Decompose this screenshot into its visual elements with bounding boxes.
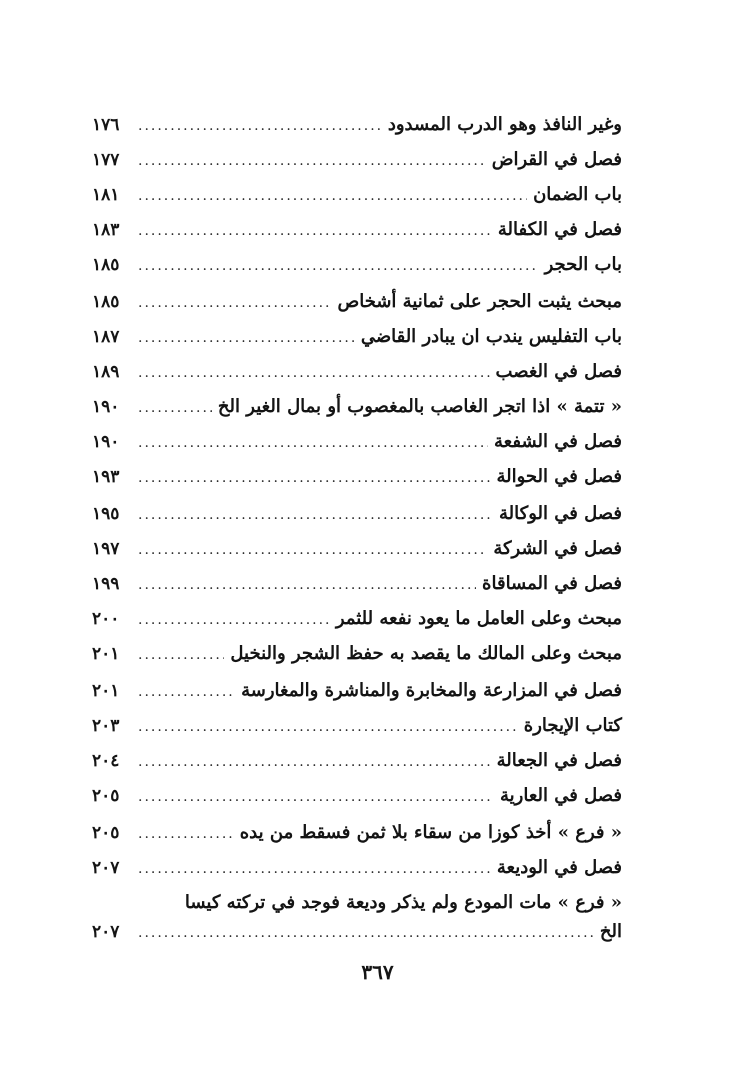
toc-entry-title: مبحث وعلى العامل ما يعود نفعه للثمر <box>335 608 622 629</box>
leader-dots <box>132 817 234 851</box>
leader-dots <box>132 109 382 143</box>
toc-entry <box>92 320 622 354</box>
leader-dots <box>132 391 212 425</box>
leader-dots <box>132 144 486 178</box>
leader-dots <box>132 461 490 495</box>
toc-entry-title: فصل في الشركة <box>493 538 622 559</box>
toc-entry <box>92 497 622 531</box>
toc-entry <box>92 248 622 282</box>
toc-entry <box>92 567 622 601</box>
leader-dots <box>132 603 330 637</box>
leader-dots <box>132 179 527 213</box>
toc-entry-title: فصل في الكفالة <box>497 219 622 240</box>
leader-dots <box>132 249 539 283</box>
page-number: ٣٦٧ <box>361 960 394 984</box>
leader-dots <box>132 852 491 886</box>
toc-entry-title: فصل في الحوالة <box>496 466 622 487</box>
leader-dots <box>132 745 491 779</box>
toc-entry-page: ٢٠٣ <box>92 716 120 736</box>
leader-dots <box>132 286 331 320</box>
toc-entry <box>92 143 622 177</box>
leader-dots <box>132 638 224 672</box>
toc-entry-title: فصل في القراض <box>491 149 622 170</box>
toc-entry-page: ١٩٩ <box>92 574 120 594</box>
toc-entry-title: « تتمة » اذا اتجر الغاصب بالمغصوب أو بمال الغير الخ <box>217 396 622 417</box>
toc-entry-page: ١٨٧ <box>92 327 120 347</box>
toc-entry-page: ٢٠١ <box>92 644 120 664</box>
toc-entry <box>92 637 622 671</box>
toc-entry <box>92 816 622 850</box>
toc-entry-page: ٢٠٧ <box>92 922 120 942</box>
toc-entry-title: فصل في الوكالة <box>499 503 622 524</box>
toc-entry-page: ٢٠٥ <box>92 786 120 806</box>
leader-dots <box>132 780 494 814</box>
toc-entry-title: وغير النافذ وهو الدرب المسدود <box>387 114 622 135</box>
toc-entry <box>92 425 622 459</box>
toc-entry-title: فصل في الشفعة <box>494 431 622 452</box>
leader-dots <box>132 675 235 709</box>
leader-dots <box>132 426 488 460</box>
toc-entry-title: فصل في المساقاة <box>482 573 622 594</box>
leader-dots <box>132 710 518 744</box>
toc-entry <box>92 532 622 566</box>
toc-entry-title: مبحث يثبت الحجر على ثمانية أشخاص <box>337 291 622 312</box>
toc-entry-page: ١٧٦ <box>92 115 120 135</box>
toc-entry-page: ٢٠٠ <box>92 609 120 629</box>
toc-entry-page: ١٨٥ <box>92 255 120 275</box>
toc-entry-page: ٢٠٤ <box>92 751 120 771</box>
toc-entry-title: فصل في العارية <box>500 785 622 806</box>
toc-entry-title-line-2: الخ <box>599 921 622 942</box>
toc-entry-page: ١٩٠ <box>92 432 120 452</box>
toc-entry-page: ١٨١ <box>92 185 120 205</box>
toc-entry <box>92 390 622 424</box>
leader-dots <box>132 533 487 567</box>
leader-dots <box>132 321 355 355</box>
toc-entry <box>92 744 622 778</box>
toc-entry-title: مبحث وعلى المالك ما يقصد به حفظ الشجر والنخيل <box>230 643 622 664</box>
toc-entry-page: ١٨٣ <box>92 220 120 240</box>
toc-entry-title: باب الضمان <box>533 184 622 205</box>
toc-entry <box>92 779 622 813</box>
leader-dots <box>132 214 492 248</box>
toc-entry-title: فصل في الجعالة <box>496 750 622 771</box>
toc-entry-title: فصل في الغصب <box>495 361 622 382</box>
toc-entry-page: ٢٠٧ <box>92 858 120 878</box>
toc-entry-title-line-1: « فرع » مات المودع ولم يذكر وديعة فوجد في تركته كيسا <box>184 892 622 913</box>
toc-entry <box>92 602 622 636</box>
toc-entry <box>92 460 622 494</box>
toc-entry <box>92 178 622 212</box>
toc-entry <box>92 709 622 743</box>
toc-entry-page: ٢٠٥ <box>92 823 120 843</box>
toc-entry-page: ١٧٧ <box>92 150 120 170</box>
toc-entry-page: ١٨٩ <box>92 362 120 382</box>
toc-entry <box>92 213 622 247</box>
toc-entry <box>92 915 622 949</box>
toc-entry <box>92 108 622 142</box>
toc-entry-page: ١٩٧ <box>92 539 120 559</box>
leader-dots <box>132 498 493 532</box>
leader-dots <box>132 568 476 602</box>
toc-entry <box>92 285 622 319</box>
toc-entry-title: باب التفليس يندب ان يبادر القاضي <box>360 326 622 347</box>
toc-entry-page: ١٩٠ <box>92 397 120 417</box>
toc-entry <box>92 355 622 389</box>
toc-entry-page: ١٨٥ <box>92 292 120 312</box>
toc-entry <box>92 674 622 708</box>
toc-entry-page: ١٩٣ <box>92 467 120 487</box>
toc-entry-title: فصل في المزارعة والمخابرة والمناشرة والمغارسة <box>241 680 622 701</box>
leader-dots <box>132 356 490 390</box>
leader-dots <box>132 916 594 950</box>
toc-entry <box>92 851 622 885</box>
toc-entry-title: فصل في الوديعة <box>496 857 622 878</box>
toc-entry-title: كتاب الإيجارة <box>523 715 622 736</box>
toc-entry-title: باب الحجر <box>544 254 622 275</box>
toc-entry-page: ٢٠١ <box>92 681 120 701</box>
toc-entry-page: ١٩٥ <box>92 504 120 524</box>
toc-entry-title: « فرع » أخذ كوزا من سقاء بلا ثمن فسقط من يده <box>239 822 622 843</box>
